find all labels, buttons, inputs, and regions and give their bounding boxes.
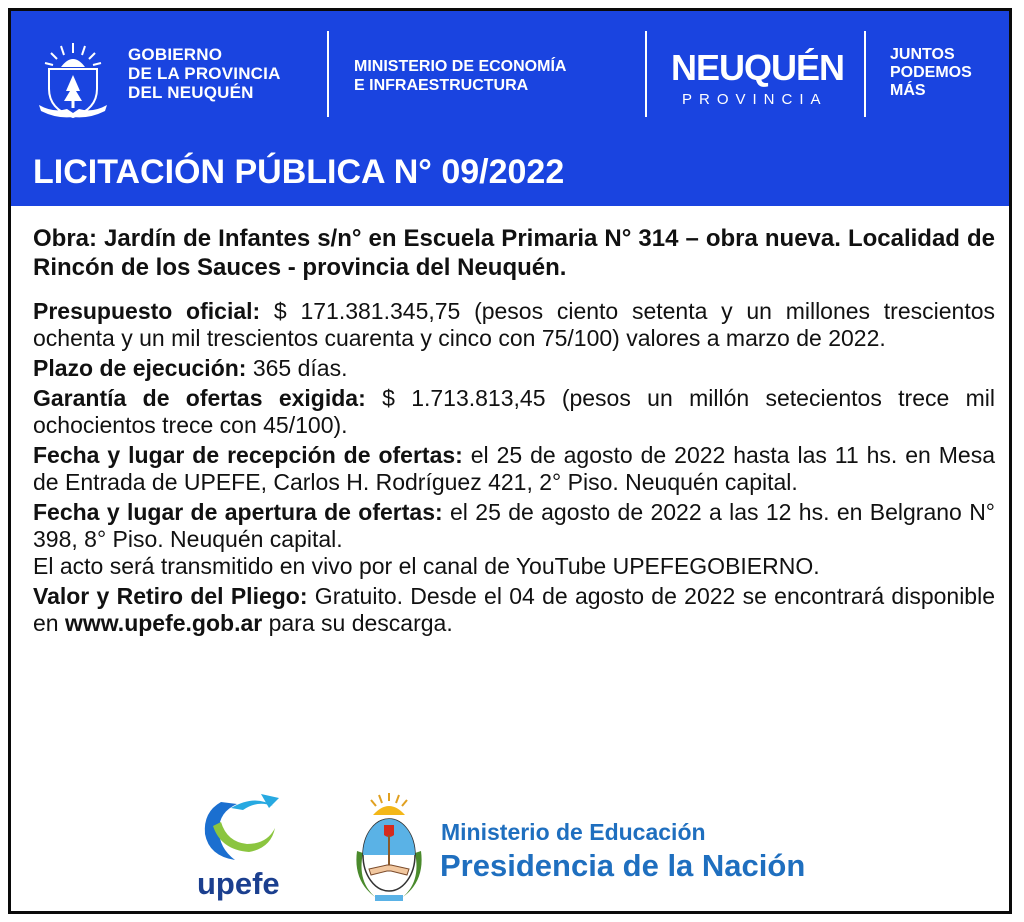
ministry-name: MINISTERIO DE ECONOMÍA E INFRAESTRUCTURA bbox=[354, 58, 567, 94]
item-value: el 25 de agosto de 2022 a las 12 hs. en Belgrano N° 398, 8° Piso. Neuquén capital. bbox=[33, 499, 995, 552]
header-divider bbox=[327, 31, 329, 117]
province-crest-icon bbox=[33, 39, 113, 121]
ministerio-educacion-label: Ministerio de Educación bbox=[441, 819, 706, 845]
government-name: GOBIERNO DE LA PROVINCIA DEL NEUQUÉN bbox=[128, 45, 281, 102]
footer-logos bbox=[11, 781, 1009, 914]
neuquen-logotype: NEUQUÉN bbox=[671, 47, 845, 88]
item-label: Fecha y lugar de recepción de ofertas: bbox=[33, 442, 463, 468]
item-value: 365 días. bbox=[246, 355, 348, 381]
item-value: el 25 de agosto de 2022 hasta las 11 hs. en Mesa de Entrada de UPEFE, Carlos H. Rodríguez 421, 2° Piso. Neuquén capital. bbox=[33, 442, 995, 495]
transmision-note: El acto será transmitido en vivo por el canal de YouTube UPEFEGOBIERNO. bbox=[33, 553, 820, 579]
upefe-logo-icon bbox=[191, 786, 291, 908]
item-label: Garantía de ofertas exigida: bbox=[33, 385, 366, 411]
apertura-item bbox=[33, 499, 995, 553]
provincia-label: PROVINCIA bbox=[682, 91, 828, 108]
notice-frame bbox=[8, 8, 1012, 914]
website-link[interactable]: www.upefe.gob.ar bbox=[64, 610, 263, 636]
presidencia-label: Presidencia de la Nación bbox=[440, 848, 806, 883]
presupuesto-item bbox=[33, 298, 995, 352]
pliego-item bbox=[33, 583, 995, 637]
national-coat-of-arms-icon bbox=[351, 791, 427, 907]
item-label: Presupuesto oficial: bbox=[33, 298, 261, 324]
header-divider bbox=[864, 31, 866, 117]
item-value: Gratuito. Desde el 04 de agosto de 2022 se encontrará disponible en bbox=[33, 583, 995, 636]
slogan: JUNTOS PODEMOS MÁS bbox=[890, 46, 972, 99]
header-divider bbox=[645, 31, 647, 117]
garantia-item bbox=[33, 385, 995, 439]
item-value: para su descarga. bbox=[262, 610, 453, 636]
page-title: LICITACIÓN PÚBLICA N° 09/2022 bbox=[33, 153, 565, 191]
item-label: Plazo de ejecución: bbox=[33, 355, 247, 381]
item-value: $ 171.381.345,75 (pesos ciento setenta y un millones trescientos ochenta y un mil trescientos cuarenta y cinco con 75/100) valores a marzo de 2022. bbox=[33, 298, 996, 351]
item-label: Valor y Retiro del Pliego: bbox=[33, 583, 308, 609]
obra-description: Obra: Jardín de Infantes s/n° en Escuela Primaria N° 314 – obra nueva. Localidad de Rincón de los Sauces - provincia del Neuquén. bbox=[33, 225, 995, 281]
upefe-wordmark: upefe bbox=[197, 866, 280, 901]
item-value: $ 1.713.813,45 (pesos un millón setecientos trece mil ochocientos trece con 45/100). bbox=[33, 385, 995, 438]
plazo-item bbox=[33, 355, 995, 382]
item-label: Fecha y lugar de apertura de ofertas: bbox=[33, 499, 443, 525]
notice-body bbox=[33, 224, 995, 640]
recepcion-item bbox=[33, 442, 995, 496]
header-bar bbox=[11, 11, 1009, 206]
